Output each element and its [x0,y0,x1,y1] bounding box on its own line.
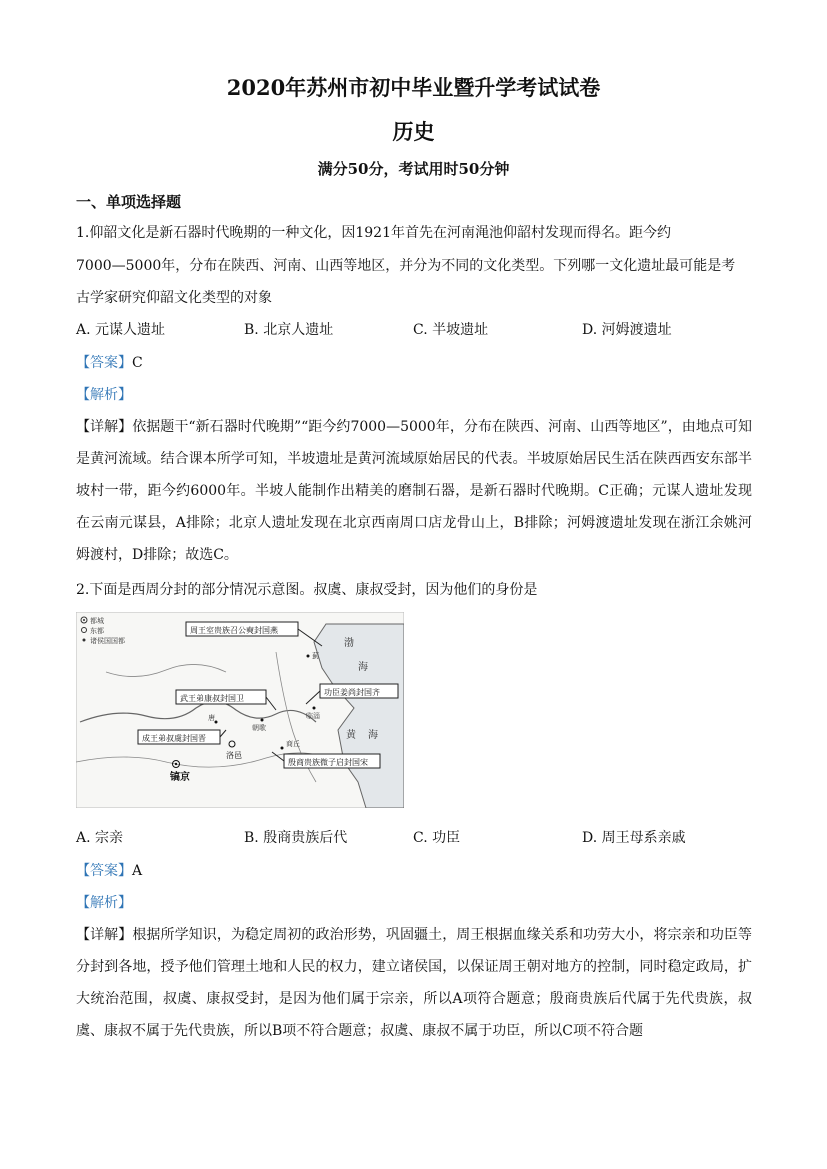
place-zhaoge: 朝歌 [252,724,266,732]
box-yan: 周王室贵族召公奭封国燕 [190,626,278,635]
q2-detail [76,919,752,1047]
q2-answer [76,861,142,881]
detail-text: 依据题干“新石器时代晚期”“距今约7000—5000年，分布在陕西、河南、山西等地区”，由地点可知是黄河流域。结合课本所学可知，半坡遗址是黄河流域原始居民的代表。半坡原始居民生活在陕西西安东部半坡村一带，距今约6000年。半坡人能制作出精美的磨制石器，是新石器时代晚期。C正确；元谋人遗址发现在云南元谋县，A排除；北京人遗址发现在北京西南周口店龙骨山上，B排除；河姆渡遗址发现在浙江余姚河姆渡村，D排除；故选C。 [76,419,753,563]
box-song: 殷商贵族微子启封国宋 [288,758,368,767]
place-linzi: 临淄 [306,712,320,720]
q2-analysis-tag: 【解析】 [76,895,132,911]
answer-value: C [132,355,143,371]
exam-title: 2020年苏州市初中毕业暨升学考试试卷 [226,75,601,100]
q2-option-a: A. 宗亲 [76,830,124,846]
q2-option-c: C. 功臣 [413,830,461,846]
sea-huang: 黄 [346,730,356,741]
place-shangqiu: 商丘 [286,740,300,748]
place-tang: 唐 [208,714,215,722]
q1-analysis-tag: 【解析】 [76,387,132,403]
q1-stem-line-1: 1.仰韶文化是新石器时代晚期的一种文化，因1921年首先在河南渑池仰韶村发现而得名。距今约 [76,225,671,241]
q1-answer [76,353,143,373]
answer-tag: 【答案】 [76,863,132,879]
place-ji: 蓟 [312,652,319,660]
q1-option-c: C. 半坡遗址 [413,322,489,338]
q1-option-a: A. 元谋人遗址 [76,322,166,338]
sea-bo: 渤 [344,638,354,649]
q1-option-d: D. 河姆渡遗址 [582,322,672,338]
western-zhou-map [76,612,404,808]
section-heading: 一、单项选择题 [76,193,182,211]
exam-info: 满分50分，考试用时50分钟 [317,160,510,178]
legend-vassal-capital: 诸侯国国都 [90,637,125,645]
answer-value: A [132,863,143,879]
q1-detail [76,411,752,571]
legend-capital: 都城 [90,617,104,625]
q2-option-b: B. 殷商贵族后代 [244,830,348,846]
detail-text: 根据所学知识，为稳定周初的政治形势，巩固疆土，周王根据血缘关系和功劳大小，将宗亲和功臣等分封到各地，授予他们管理土地和人民的权力，建立诸侯国，以保证周王朝对地方的控制，同时稳定政局，扩大统治范围，叔虞、康叔受封，是因为他们属于宗亲，所以A项符合题意；殷商贵族后代属于先代贵族，叔虞、康叔不属于先代贵族，所以B项不符合题意；叔虞、康叔不属于功臣，所以C项不符合题 [76,927,753,1039]
q2-option-d: D. 周王母系亲戚 [582,830,686,846]
detail-tag: 【详解】 [76,927,133,943]
box-jin: 成王弟叔虞封国晋 [142,734,206,743]
q1-option-b: B. 北京人遗址 [244,322,334,338]
q1-stem-line-2: 7000—5000年，分布在陕西、河南、山西等地区，并分为不同的文化类型。下列哪一文化遗址最可能是考 [76,258,736,274]
box-wei: 武王弟康叔封国卫 [180,694,244,703]
legend-east-capital: 东都 [90,627,104,635]
q2-stem: 2.下面是西周分封的部分情况示意图。叔虞、康叔受封，因为他们的身份是 [76,582,538,598]
sea-hai-1: 海 [358,662,368,673]
box-qi: 功臣姜尚封国齐 [324,688,380,697]
q1-stem-line-3: 古学家研究仰韶文化类型的对象 [76,290,272,306]
subject-title: 历史 [392,119,435,144]
place-luoyi: 洛邑 [226,751,242,760]
place-haojing: 镐京 [170,772,190,783]
sea-hai-2: 海 [368,730,378,741]
detail-tag: 【详解】 [76,419,133,435]
answer-tag: 【答案】 [76,355,132,371]
